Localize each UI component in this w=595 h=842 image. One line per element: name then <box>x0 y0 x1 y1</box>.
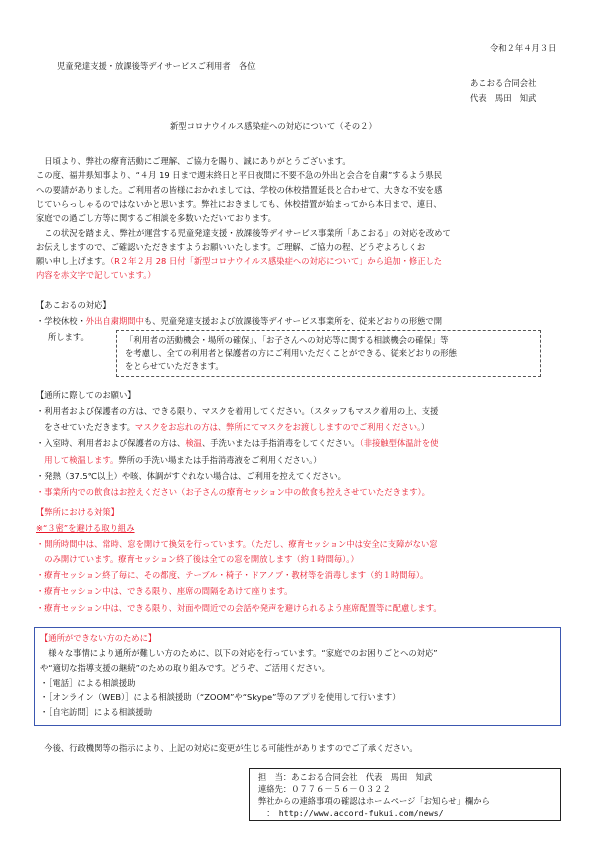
section4-line: ・［電話］による相談援助 <box>40 677 136 688</box>
section4-line: や“適切な指導支援の継続”のための取り組みです。どうぞ、ご活用ください。 <box>40 662 330 673</box>
intro-line: への要請がありました。ご利用者の皆様におかれましては、学校の休校措置延長と合わせて、大きな不安を感 <box>36 184 443 195</box>
intro-line: じていらっしゃるのではないかと思います。弊社におきましても、休校措置が始まってから本日まで、連日、 <box>36 198 442 209</box>
section3-line: ・療育セッション中は、できる限り、座席の間隔をあけて座ります。 <box>36 586 293 596</box>
section2-line: ・入室時、利用者および保護者の方は、検温、手洗いまたは手指消毒をしてください。（非接触型体温計を使 <box>36 438 439 449</box>
intro-line: 日頃より、弊社の療育活動にご理解、ご協力を賜り、誠にありがとうございます。 <box>36 156 351 166</box>
date: 令和２年４月３日 <box>490 43 557 53</box>
section1-heading: 【あこおるの対応】 <box>36 300 111 310</box>
section3-line: のみ開けています。療育セッション終了後は全ての窓を開放します（約１時間毎）。） <box>36 554 359 564</box>
section2-heading: 【通所に際してのお願い】 <box>36 390 136 400</box>
intro-line: この度、福井県知事より、“４月 19 日まで週末終日と平日夜間に不要不急の外出と会合を自粛”するよう県民 <box>36 170 443 181</box>
quote-line: 「利用者の活動機会・場所の確保」、「お子さんへの対応等に関する相談機会の確保」等 <box>125 335 449 345</box>
section4-heading: 【通所ができない方のために】 <box>40 633 157 643</box>
section2-line: をさせていただきます。マスクをお忘れの方は、弊所にてマスクをお渡ししますのでご利用ください。） <box>36 422 430 433</box>
section3-line: ・開所時間中は、常時、窓を開けて換気を行っています。（ただし、療育セッション中は安全に支障がない窓 <box>36 539 438 549</box>
section1-line2: 所します。 <box>48 332 89 342</box>
intro-line: 内容を赤文字で記しています。） <box>36 270 156 281</box>
section3-heading: 【弊所における対策】 <box>36 507 119 517</box>
section3-line: ・療育セッション終了毎に、その都度、テーブル・椅子・ドアノブ・教材等を消毒します（約１時間毎）。 <box>36 570 429 580</box>
intro-line: この状況を踏まえ、弊社が運営する児童発達支援・放課後等デイサービス事業所「あこおる」の対応を改めて <box>36 227 451 238</box>
section4-line: 様々な事情により通所が難しい方のために、以下の対応を行っています。“家庭でのお困りごとへの対応” <box>40 648 438 658</box>
section1-line1: ・学校休校・外出自粛期間中も、児童発達支援および放課後等デイサービス事業所を、従来どおりの形態で開 <box>36 316 443 326</box>
sender-rep: 代表 馬田 知武 <box>470 93 537 103</box>
intro-line: 願い申し上げます。（R２年２月 28 日付「新型コロナウイルス感染症への対応について」から追加・修正した <box>36 256 443 267</box>
intro-line: お伝えしますので、ご確認いただきますようお願いいたします。ご理解、ご協力の程、どうぞよろしくお <box>36 241 426 252</box>
page-title: 新型コロナウイルス感染症への対応について（その２） <box>170 121 377 131</box>
section3-line: ・療育セッション中は、できる限り、対面や間近での会話や発声を避けられるよう座席配置等に配慮します。 <box>36 603 442 613</box>
quote-line: をとらせていただきます。 <box>125 361 224 371</box>
section4-line: ・［オンライン（WEB）］による相談援助（“ZOOM”や“Skype”等のアプリを使用して行います） <box>40 692 401 703</box>
section2-line: ・発熱（37.5℃以上）や咳、体調がすぐれない場合は、ご利用を控えてください。 <box>36 470 346 481</box>
sender-company: あこおる合同会社 <box>470 78 537 88</box>
section2-line: 用して検温します。弊所の手洗い場または手指消毒液をご利用ください。） <box>36 454 322 465</box>
closing-note: 今後、行政機関等の指示により、上記の対応に変更が生じる可能性がありますのでご了承ください。 <box>36 743 418 753</box>
section4-line: ・［自宅訪問］による相談援助 <box>40 707 153 718</box>
section3-subheading: ※“３密”を避ける取り組み <box>36 523 135 533</box>
contact-phone: 連絡先：０７７６－５６－０３２２ <box>258 784 391 794</box>
contact-url[interactable]: ： http://www.accord-fukui.com/news/ <box>258 808 444 818</box>
section2-line: ・利用者および保護者の方は、できる限り、マスクを着用してください。（スタッフもマスク着用の上、支援 <box>36 406 439 416</box>
recipient: 児童発達支援・放課後等デイサービスご利用者 各位 <box>57 61 256 71</box>
intro-line: 家庭での過ごし方等に関するご相談を多数いただいております。 <box>36 213 276 224</box>
section2-line: ・事業所内での飲食はお控えください（お子さんの療育セッション中の飲食も控えさせていただきます）。 <box>36 487 430 497</box>
contact-web-note: 弊社からの連絡事項の確認はホームページ「お知らせ」欄から <box>258 796 490 806</box>
contact-person: 担 当：あこおる合同会社 代表 馬田 知武 <box>258 772 433 782</box>
quote-line: を考慮し、全ての利用者と保護者の方にご利用いただくことができる、従来どおりの形態 <box>125 348 457 358</box>
